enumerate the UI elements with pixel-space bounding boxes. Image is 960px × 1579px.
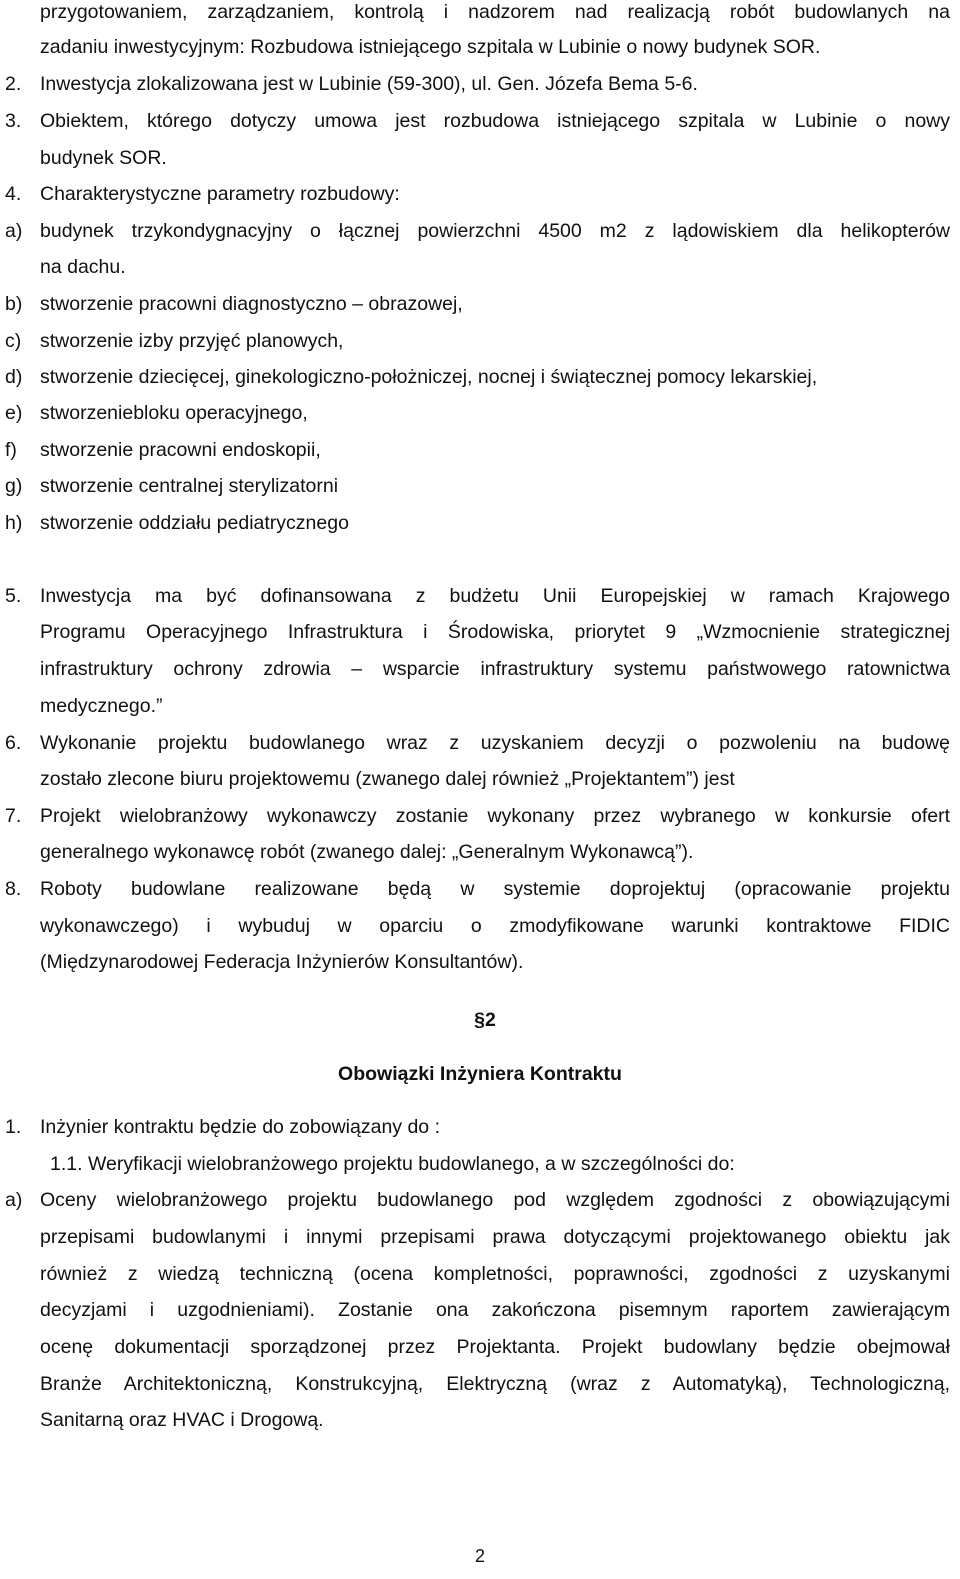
line-text: Inżynier kontraktu będzie do zobowiązany do : (40, 1116, 440, 1138)
list-marker: 3. (5, 110, 22, 132)
line-text: Inwestycja ma być dofinansowana z budżetu Unii Europejskiej w ramach Krajowego (40, 585, 950, 607)
list-marker: 5. (5, 585, 22, 607)
line-text: (Międzynarodowej Federacja Inżynierów Konsultantów). (40, 951, 524, 973)
list-marker: c) (5, 330, 22, 352)
line-text: przygotowaniem, zarządzaniem, kontrolą i nadzorem nad realizacją robót budowlanych na (40, 1, 950, 23)
line-text: stworzenie dziecięcej, ginekologiczno-położniczej, nocnej i świątecznej pomocy lekarskiej, (40, 366, 818, 388)
list-marker: a) (5, 1189, 23, 1211)
line-text: Roboty budowlane realizowane będą w systemie doprojektuj (opracowanie projektu (40, 878, 950, 900)
line-text: stworzenie izby przyjęć planowych, (40, 330, 344, 352)
line-text: wykonawczego) i wybuduj w oparciu o zmodyfikowane warunki kontraktowe FIDIC (40, 915, 950, 937)
list-marker: d) (5, 366, 23, 388)
list-marker: h) (5, 512, 23, 534)
list-marker: 7. (5, 805, 22, 827)
line-text: Programu Operacyjnego Infrastruktura i Środowiska, priorytet 9 „Wzmocnienie strategicznej (40, 621, 950, 643)
line-text: decyzjami i uzgodnieniami). Zostanie ona zakończona pisemnym raportem zawierającym (40, 1299, 950, 1321)
list-marker: 1. (5, 1116, 22, 1138)
line-text: Sanitarną oraz HVAC i Drogową. (40, 1409, 324, 1431)
line-text: Charakterystyczne parametry rozbudowy: (40, 183, 400, 205)
line-text: również z wiedzą techniczną (ocena kompletności, poprawności, zgodności z uzyskanymi (40, 1263, 950, 1285)
line-text: na dachu. (40, 256, 126, 278)
line-text: medycznego.” (40, 695, 163, 717)
line-text: stworzenie centralnej sterylizatorni (40, 475, 339, 497)
line-text: zostało zlecone biuru projektowemu (zwanego dalej również „Projektantem”) jest (40, 768, 735, 790)
list-marker: 6. (5, 732, 22, 754)
list-marker: e) (5, 402, 23, 424)
list-marker: 4. (5, 183, 22, 205)
line-text: stworzenie pracowni endoskopii, (40, 439, 321, 461)
line-text: budynek SOR. (40, 147, 167, 169)
line-text: budynek trzykondygnacyjny o łącznej powierzchni 4500 m2 z lądowiskiem dla helikopterów (40, 220, 950, 242)
list-marker: b) (5, 293, 23, 315)
line-text: Oceny wielobranżowego projektu budowlanego pod względem zgodności z obowiązującymi (40, 1189, 950, 1211)
line-text: Weryfikacji wielobranżowego projektu budowlanego, a w szczególności do: (88, 1153, 735, 1175)
line-text: Branże Architektoniczną, Konstrukcyjną, Elektryczną (wraz z Automatyką), Technologiczną, (40, 1373, 950, 1395)
line-text: Projekt wielobranżowy wykonawczy zostanie wykonany przez wybranego w konkursie ofert (40, 805, 950, 827)
line-text: stworzenie pracowni diagnostyczno – obrazowej, (40, 293, 463, 315)
line-text: ocenę dokumentacji sporządzonej przez Projektanta. Projekt budowlany będzie obejmował (40, 1336, 950, 1358)
line-text: Inwestycja zlokalizowana jest w Lubinie (59-300), ul. Gen. Józefa Bema 5-6. (40, 73, 698, 95)
list-marker: f) (5, 439, 17, 461)
line-text: Wykonanie projektu budowlanego wraz z uzyskaniem decyzji o pozwoleniu na budowę (40, 732, 950, 754)
list-marker: 2. (5, 73, 22, 95)
list-marker: 8. (5, 878, 22, 900)
line-text: infrastruktury ochrony zdrowia – wsparcie infrastruktury systemu państwowego ratownictwa (40, 658, 950, 680)
section-title: Obowiązki Inżyniera Kontraktu (338, 1063, 622, 1085)
list-marker: g) (5, 475, 23, 497)
line-text: przepisami budowlanymi i innymi przepisami prawa dotyczącymi projektowanego obiektu jak (40, 1226, 950, 1248)
line-text: zadaniu inwestycyjnym: Rozbudowa istniejącego szpitala w Lubinie o nowy budynek SOR. (40, 36, 821, 58)
page-number: 2 (474, 1546, 485, 1566)
line-text: Obiektem, którego dotyczy umowa jest rozbudowa istniejącego szpitala w Lubinie o nowy (40, 110, 950, 132)
line-text: generalnego wykonawcę robót (zwanego dalej: „Generalnym Wykonawcą”). (40, 841, 694, 863)
list-marker: a) (5, 220, 23, 242)
line-text: stworzenie oddziału pediatrycznego (40, 512, 349, 534)
line-text: stworzeniebloku operacyjnego, (40, 402, 308, 424)
list-marker: 1.1. (50, 1153, 83, 1175)
section-number: §2 (474, 1009, 496, 1031)
